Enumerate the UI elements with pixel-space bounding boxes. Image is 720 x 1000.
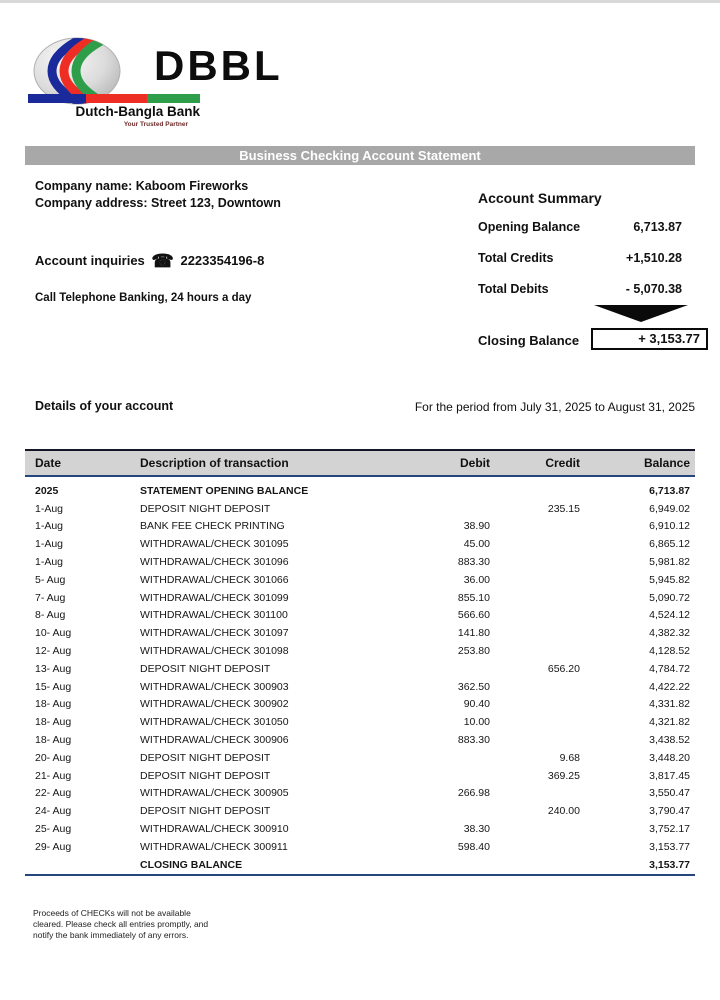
cell-date: 18- Aug	[35, 698, 72, 711]
cell-desc: STATEMENT OPENING BALANCE	[140, 484, 309, 497]
cell-balance: 6,949.02	[649, 502, 690, 515]
cell-debit: 45.00	[463, 538, 490, 551]
company-address-line	[35, 195, 281, 212]
cell-date: 20- Aug	[35, 751, 72, 764]
cell-credit	[510, 678, 600, 696]
account-inquiries-label: Account inquiries	[35, 253, 145, 268]
cell-debit	[420, 802, 510, 820]
cell-credit	[510, 607, 600, 625]
cell-balance: 4,784.72	[649, 662, 690, 675]
cell-desc: WITHDRAWAL/CHECK 301097	[140, 627, 289, 640]
cell-credit	[510, 696, 600, 714]
cell-date: 1-Aug	[35, 502, 64, 515]
tricolor-red-segment	[86, 94, 146, 103]
company-name-line	[35, 178, 281, 195]
cell-balance: 4,321.82	[649, 716, 690, 729]
cell-date: 1-Aug	[35, 538, 64, 551]
company-address-value: Street 123, Downtown	[151, 196, 281, 210]
cell-debit: 38.30	[463, 823, 490, 836]
cell-debit: 90.40	[463, 698, 490, 711]
cell-credit: 656.20	[547, 662, 580, 675]
footnote-line: cleared. Please check all entries promptly, and	[33, 919, 209, 929]
cell-debit: 266.98	[457, 787, 490, 800]
cell-desc: DEPOSIT NIGHT DEPOSIT	[140, 805, 271, 818]
footnote-line: Proceeds of CHECKs will not be available	[33, 908, 191, 918]
cell-date: 22- Aug	[35, 787, 72, 800]
cell-credit	[510, 838, 600, 856]
table-row	[25, 696, 695, 714]
cell-credit: 9.68	[559, 751, 580, 764]
closing-balance-label: Closing Balance	[478, 333, 580, 348]
cell-balance: 3,752.17	[649, 823, 690, 836]
telephone-icon: ☎	[151, 251, 174, 271]
table-row	[25, 518, 695, 536]
opening-balance-label: Opening Balance	[478, 220, 581, 234]
cell-balance: 6,910.12	[649, 520, 690, 533]
cell-debit: 38.90	[463, 520, 490, 533]
cell-credit	[510, 624, 600, 642]
cell-balance: 4,128.52	[649, 645, 690, 658]
cell-balance: 3,153.77	[649, 840, 690, 853]
table-row	[25, 553, 695, 571]
cell-credit	[510, 553, 600, 571]
cell-credit	[510, 518, 600, 536]
cell-date: 24- Aug	[35, 805, 72, 818]
cell-date: 1-Aug	[35, 520, 64, 533]
total-credits-label: Total Credits	[478, 251, 554, 265]
cell-debit	[420, 476, 510, 500]
table-row	[25, 476, 695, 500]
cell-credit: 240.00	[547, 805, 580, 818]
cell-desc: WITHDRAWAL/CHECK 301100	[140, 609, 288, 622]
cell-desc: WITHDRAWAL/CHECK 301099	[140, 591, 289, 604]
cell-desc: WITHDRAWAL/CHECK 300905	[140, 787, 289, 800]
table-row	[25, 713, 695, 731]
table-row	[25, 820, 695, 838]
column-header-credit: Credit	[510, 450, 600, 476]
cell-balance: 5,090.72	[649, 591, 690, 604]
column-header-balance: Balance	[600, 450, 695, 476]
cell-date: 2025	[35, 484, 59, 497]
table-row	[25, 785, 695, 803]
cell-credit	[510, 535, 600, 553]
cell-credit	[510, 571, 600, 589]
cell-credit	[510, 589, 600, 607]
table-row	[25, 767, 695, 785]
cell-balance: 5,945.82	[649, 573, 690, 586]
cell-date: 5- Aug	[35, 573, 66, 586]
bank-abbreviation: DBBL	[154, 42, 283, 89]
table-row	[25, 802, 695, 820]
total-credits-value: +1,510.28	[626, 251, 682, 265]
closing-balance-value: + 3,153.77	[591, 328, 708, 350]
cell-desc: WITHDRAWAL/CHECK 301050	[140, 716, 289, 729]
cell-desc: WITHDRAWAL/CHECK 300911	[140, 840, 288, 853]
details-title: Details of your account	[35, 399, 174, 413]
cell-credit	[510, 642, 600, 660]
cell-desc: DEPOSIT NIGHT DEPOSIT	[140, 662, 271, 675]
table-row	[25, 678, 695, 696]
cell-balance: 4,524.12	[649, 609, 690, 622]
cell-debit: 362.50	[457, 680, 490, 693]
cell-debit: 883.30	[457, 734, 490, 747]
table-row	[25, 731, 695, 749]
cell-date: 1-Aug	[35, 556, 64, 569]
cell-debit	[420, 500, 510, 518]
cell-credit: 369.25	[547, 769, 580, 782]
cell-date: 29- Aug	[35, 840, 72, 853]
statement-title-bar: Business Checking Account Statement	[25, 146, 695, 165]
cell-date	[25, 856, 130, 875]
table-row	[25, 589, 695, 607]
account-inquiries-number: 2223354196-8	[180, 253, 265, 268]
cell-balance: 6,865.12	[649, 538, 690, 551]
cell-debit: 10.00	[463, 716, 490, 729]
table-row	[25, 571, 695, 589]
logo-tricolor-bar	[28, 94, 200, 103]
top-border-strip	[0, 0, 720, 3]
cell-desc: WITHDRAWAL/CHECK 300910	[140, 823, 289, 836]
cell-balance: 5,981.82	[649, 556, 690, 569]
company-address-label: Company address:	[35, 196, 148, 210]
company-name-value: Kaboom Fireworks	[135, 179, 249, 193]
cell-desc: WITHDRAWAL/CHECK 300902	[140, 698, 289, 711]
cell-balance: 3,448.20	[649, 751, 690, 764]
column-header-debit: Debit	[420, 450, 510, 476]
cell-credit	[510, 731, 600, 749]
cell-debit: 36.00	[463, 573, 490, 586]
cell-debit: 253.80	[457, 645, 490, 658]
table-row	[25, 856, 695, 875]
total-debits-value: - 5,070.38	[625, 282, 682, 296]
company-name-label: Company name:	[35, 179, 133, 193]
table-row	[25, 642, 695, 660]
footnote	[33, 908, 208, 941]
table-header-row	[25, 450, 695, 476]
cell-debit: 855.10	[457, 591, 490, 604]
decrease-arrow-icon	[594, 305, 688, 322]
cell-balance: 3,438.52	[649, 734, 690, 747]
table-row	[25, 535, 695, 553]
cell-desc: WITHDRAWAL/CHECK 300906	[140, 734, 289, 747]
cell-credit	[510, 785, 600, 803]
cell-desc: WITHDRAWAL/CHECK 300903	[140, 680, 289, 693]
table-row	[25, 624, 695, 642]
cell-debit	[420, 767, 510, 785]
cell-debit: 883.30	[457, 556, 490, 569]
cell-desc: DEPOSIT NIGHT DEPOSIT	[140, 502, 271, 515]
cell-desc: DEPOSIT NIGHT DEPOSIT	[140, 751, 271, 764]
table-row	[25, 749, 695, 767]
cell-date: 18- Aug	[35, 734, 72, 747]
cell-debit	[420, 660, 510, 678]
table-header	[25, 450, 695, 476]
transactions-table	[25, 449, 695, 876]
cell-credit	[510, 856, 600, 875]
footnote-line: notify the bank immediately of any errors.	[33, 930, 189, 940]
cell-date: 15- Aug	[35, 680, 72, 693]
table-row	[25, 838, 695, 856]
column-header-date: Date	[25, 450, 130, 476]
account-summary-title: Account Summary	[478, 190, 602, 206]
cell-desc: WITHDRAWAL/CHECK 301098	[140, 645, 289, 658]
cell-balance: 4,382.32	[649, 627, 690, 640]
bank-name: Dutch-Bangla Bank	[75, 104, 200, 119]
cell-balance: 4,422.22	[649, 680, 690, 693]
cell-date: 7- Aug	[35, 591, 66, 604]
cell-balance: 6,713.87	[649, 484, 690, 497]
table-row	[25, 500, 695, 518]
cell-desc: BANK FEE CHECK PRINTING	[140, 520, 285, 533]
cell-desc: WITHDRAWAL/CHECK 301095	[140, 538, 289, 551]
cell-credit	[510, 713, 600, 731]
company-info	[35, 178, 281, 212]
opening-balance-value: 6,713.87	[633, 220, 682, 234]
tricolor-blue-segment	[28, 94, 86, 103]
statement-period: For the period from July 31, 2025 to August 31, 2025	[414, 400, 695, 414]
column-header-description: Description of transaction	[130, 450, 420, 476]
cell-debit: 598.40	[457, 840, 490, 853]
cell-date: 13- Aug	[35, 662, 72, 675]
cell-debit	[420, 749, 510, 767]
cell-debit: 566.60	[457, 609, 490, 622]
cell-debit	[420, 856, 510, 875]
cell-balance: 3,550.47	[649, 787, 690, 800]
cell-balance: 4,331.82	[649, 698, 690, 711]
tricolor-green-segment	[147, 94, 200, 103]
bank-tagline: Your Trusted Partner	[123, 121, 188, 128]
cell-date: 18- Aug	[35, 716, 72, 729]
cell-date: 10- Aug	[35, 627, 72, 640]
account-inquiries-line	[35, 251, 264, 272]
cell-date: 21- Aug	[35, 769, 72, 782]
cell-date: 12- Aug	[35, 645, 72, 658]
cell-balance: 3,153.77	[649, 858, 690, 871]
table-row	[25, 607, 695, 625]
cell-credit	[510, 820, 600, 838]
cell-credit: 235.15	[547, 502, 580, 515]
total-debits-label: Total Debits	[478, 282, 549, 296]
table-row	[25, 660, 695, 678]
cell-desc: CLOSING BALANCE	[140, 858, 243, 871]
transactions-body	[25, 476, 695, 875]
cell-desc: DEPOSIT NIGHT DEPOSIT	[140, 769, 271, 782]
cell-date: 25- Aug	[35, 823, 72, 836]
cell-debit: 141.80	[457, 627, 490, 640]
telephone-banking-note: Call Telephone Banking, 24 hours a day	[35, 292, 252, 304]
cell-balance: 3,817.45	[649, 769, 690, 782]
cell-balance: 3,790.47	[649, 805, 690, 818]
cell-desc: WITHDRAWAL/CHECK 301066	[140, 573, 289, 586]
cell-credit	[510, 476, 600, 500]
cell-desc: WITHDRAWAL/CHECK 301096	[140, 556, 289, 569]
cell-date: 8- Aug	[35, 609, 66, 622]
